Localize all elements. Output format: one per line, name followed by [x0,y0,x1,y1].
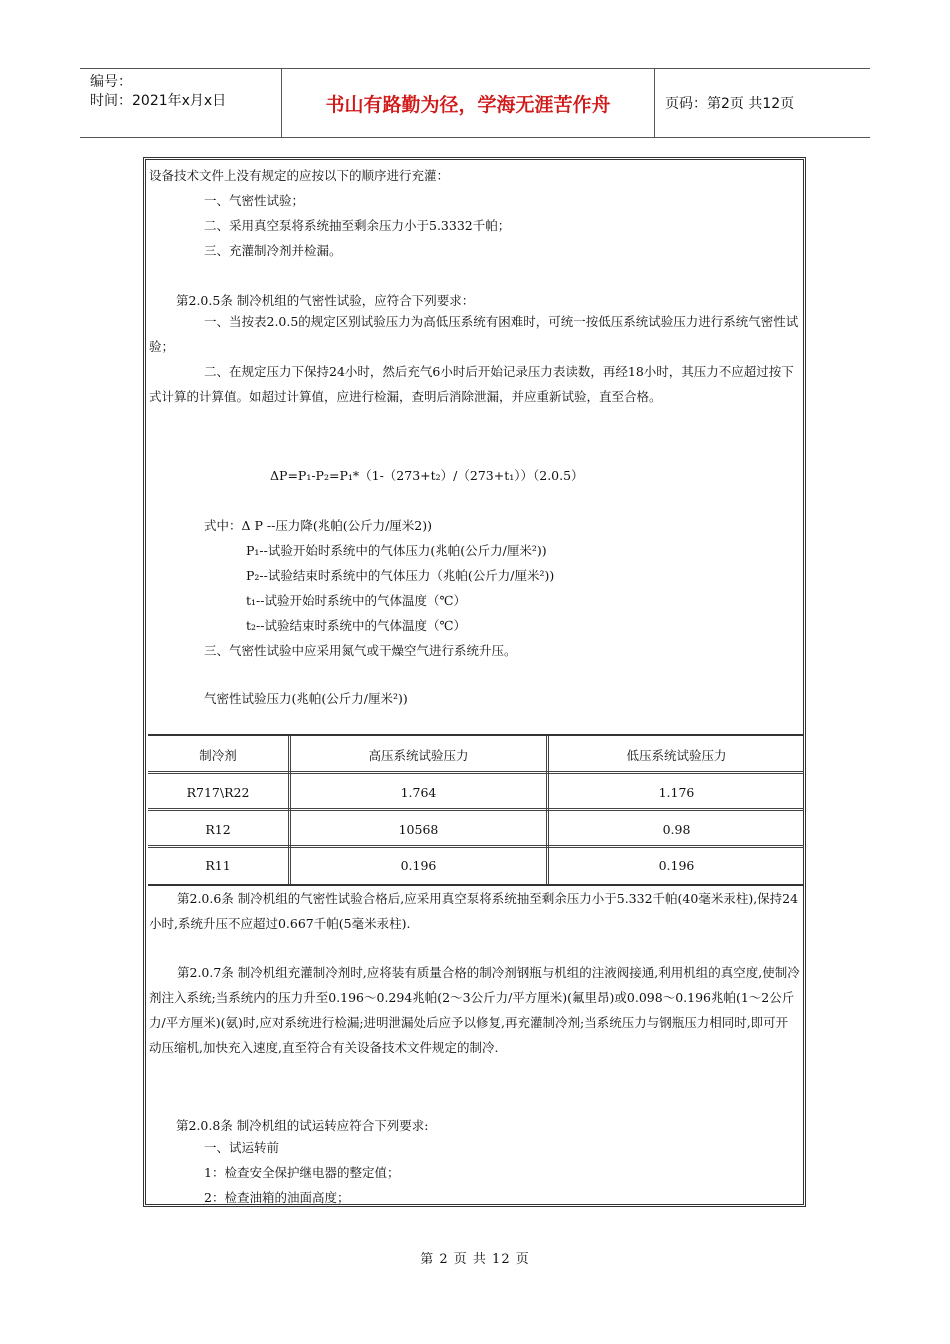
pressure-table [148,734,804,886]
definition-p1: P₁--试验开始时系统中的气体压力(兆帕(公斤力/厘米²)) [246,543,547,558]
table-cell: 0.196 [658,858,695,873]
definition-t2: t₂--试验结束时系统中的气体温度（℃） [246,618,466,633]
header-motto: 书山有路勤为径，学海无涯苦作舟 [282,69,655,137]
table-cell: 0.196 [291,847,549,884]
table-cell: 10568 [291,811,549,848]
table-header-cell: 高压系统试验压力 [291,736,549,773]
check-item-2: 2：检查油箱的油面高度； [204,1190,350,1205]
table-header-cell: 低压系统试验压力 [626,747,727,763]
article-2-0-7: 第2.0.7条 制冷机组充灌制冷剂时,应将装有质量合格的制冷剂钢瓶与机组的注液阀接通,利用机组的真空度,使制冷剂注入系统;当系统内的压力升至0.196～0.294兆帕(2～3公斤力/平方厘米)(氟里昂)或0.098～0.196兆帕(1～2公斤力/平方厘米)(氨)时,应对系统进行检漏;进明泄漏处后应予以修复,再充灌制冷剂;当系统压力与钢瓶压力相同时,即可开动压缩机,加快充入速度,直至符合有关设备技术文件规定的制冷. [149,965,800,1055]
page-footer: 第 2 页 共 12 页 [420,1252,530,1267]
article-2-0-5-item-2: 二、在规定压力下保持24小时，然后充气6小时后开始记录压力表读数，再经18小时，其压力不应超过按下式计算的计算值。如超过计算值，应进行检漏，查明后消除泄漏，并应重新试验，直至合格。 [149,364,794,404]
intro-text: 设备技术文件上没有规定的应按以下的顺序进行充灌： [149,168,450,183]
table-row [148,847,804,884]
table-cell: R12 [148,811,291,848]
header-meta [80,69,282,137]
formula: ΔP=P₁-P₂=P₁*（1-（273+t₂）/（273+t₁））（2.0.5） [270,468,584,483]
definition-t1: t₁--试验开始时系统中的气体温度（℃） [246,593,466,608]
article-2-0-5-item-1: 一、当按表2.0.5的规定区别试验压力为高低压系统有困难时，可统一按低压系统试验压力进行系统气密性试验； [149,314,799,354]
definition-p2: P₂--试验结束时系统中的气体压力（兆帕(公斤力/厘米²)) [246,568,555,583]
article-2-0-8: 第2.0.8条 制冷机组的试运转应符合下列要求: [176,1118,429,1133]
table-caption: 气密性试验压力(兆帕(公斤力/厘米²)) [204,691,408,706]
table-cell: R717\R22 [148,774,291,811]
table-cell: 1.764 [291,774,549,811]
document-body [146,160,803,1204]
time-label: 时间：2021年x月x日 [90,93,227,109]
formula-where: 式中：Δ P --压力降(兆帕(公斤力/厘米2)) [204,518,433,533]
table-cell: R11 [148,847,291,884]
table-cell: 0.98 [662,822,691,837]
header-page-label: 页码：第2页 共12页 [665,96,795,112]
article-2-0-8-item-1: 一、试运转前 [204,1140,280,1155]
page-header [80,68,870,138]
article-2-0-5: 第2.0.5条 制冷机组的气密性试验，应符合下列要求： [176,293,475,308]
content-frame [143,157,806,1207]
article-2-0-5-item-3: 三、气密性试验中应采用氮气或干燥空气进行系统升压。 [204,643,517,658]
step-1: 一、气密性试验； [204,193,305,208]
step-3: 三、充灌制冷剂并检漏。 [204,243,342,258]
article-2-0-6: 第2.0.6条 制冷机组的气密性试验合格后,应采用真空泵将系统抽至剩余压力小于5.332千帕(40毫米汞柱),保持24小时,系统升压不应超过0.667千帕(5毫米汞柱). [149,891,799,931]
table-header-cell: 制冷剂 [148,736,291,773]
table-header-row [148,736,804,773]
table-cell: 1.176 [658,785,695,800]
table-row [148,774,804,811]
table-row [148,811,804,848]
check-item-1: 1：检查安全保护继电器的整定值； [204,1165,400,1180]
number-label: 编号： [90,74,132,90]
step-2: 二、采用真空泵将系统抽至剩余压力小于5.3332千帕； [204,218,511,233]
